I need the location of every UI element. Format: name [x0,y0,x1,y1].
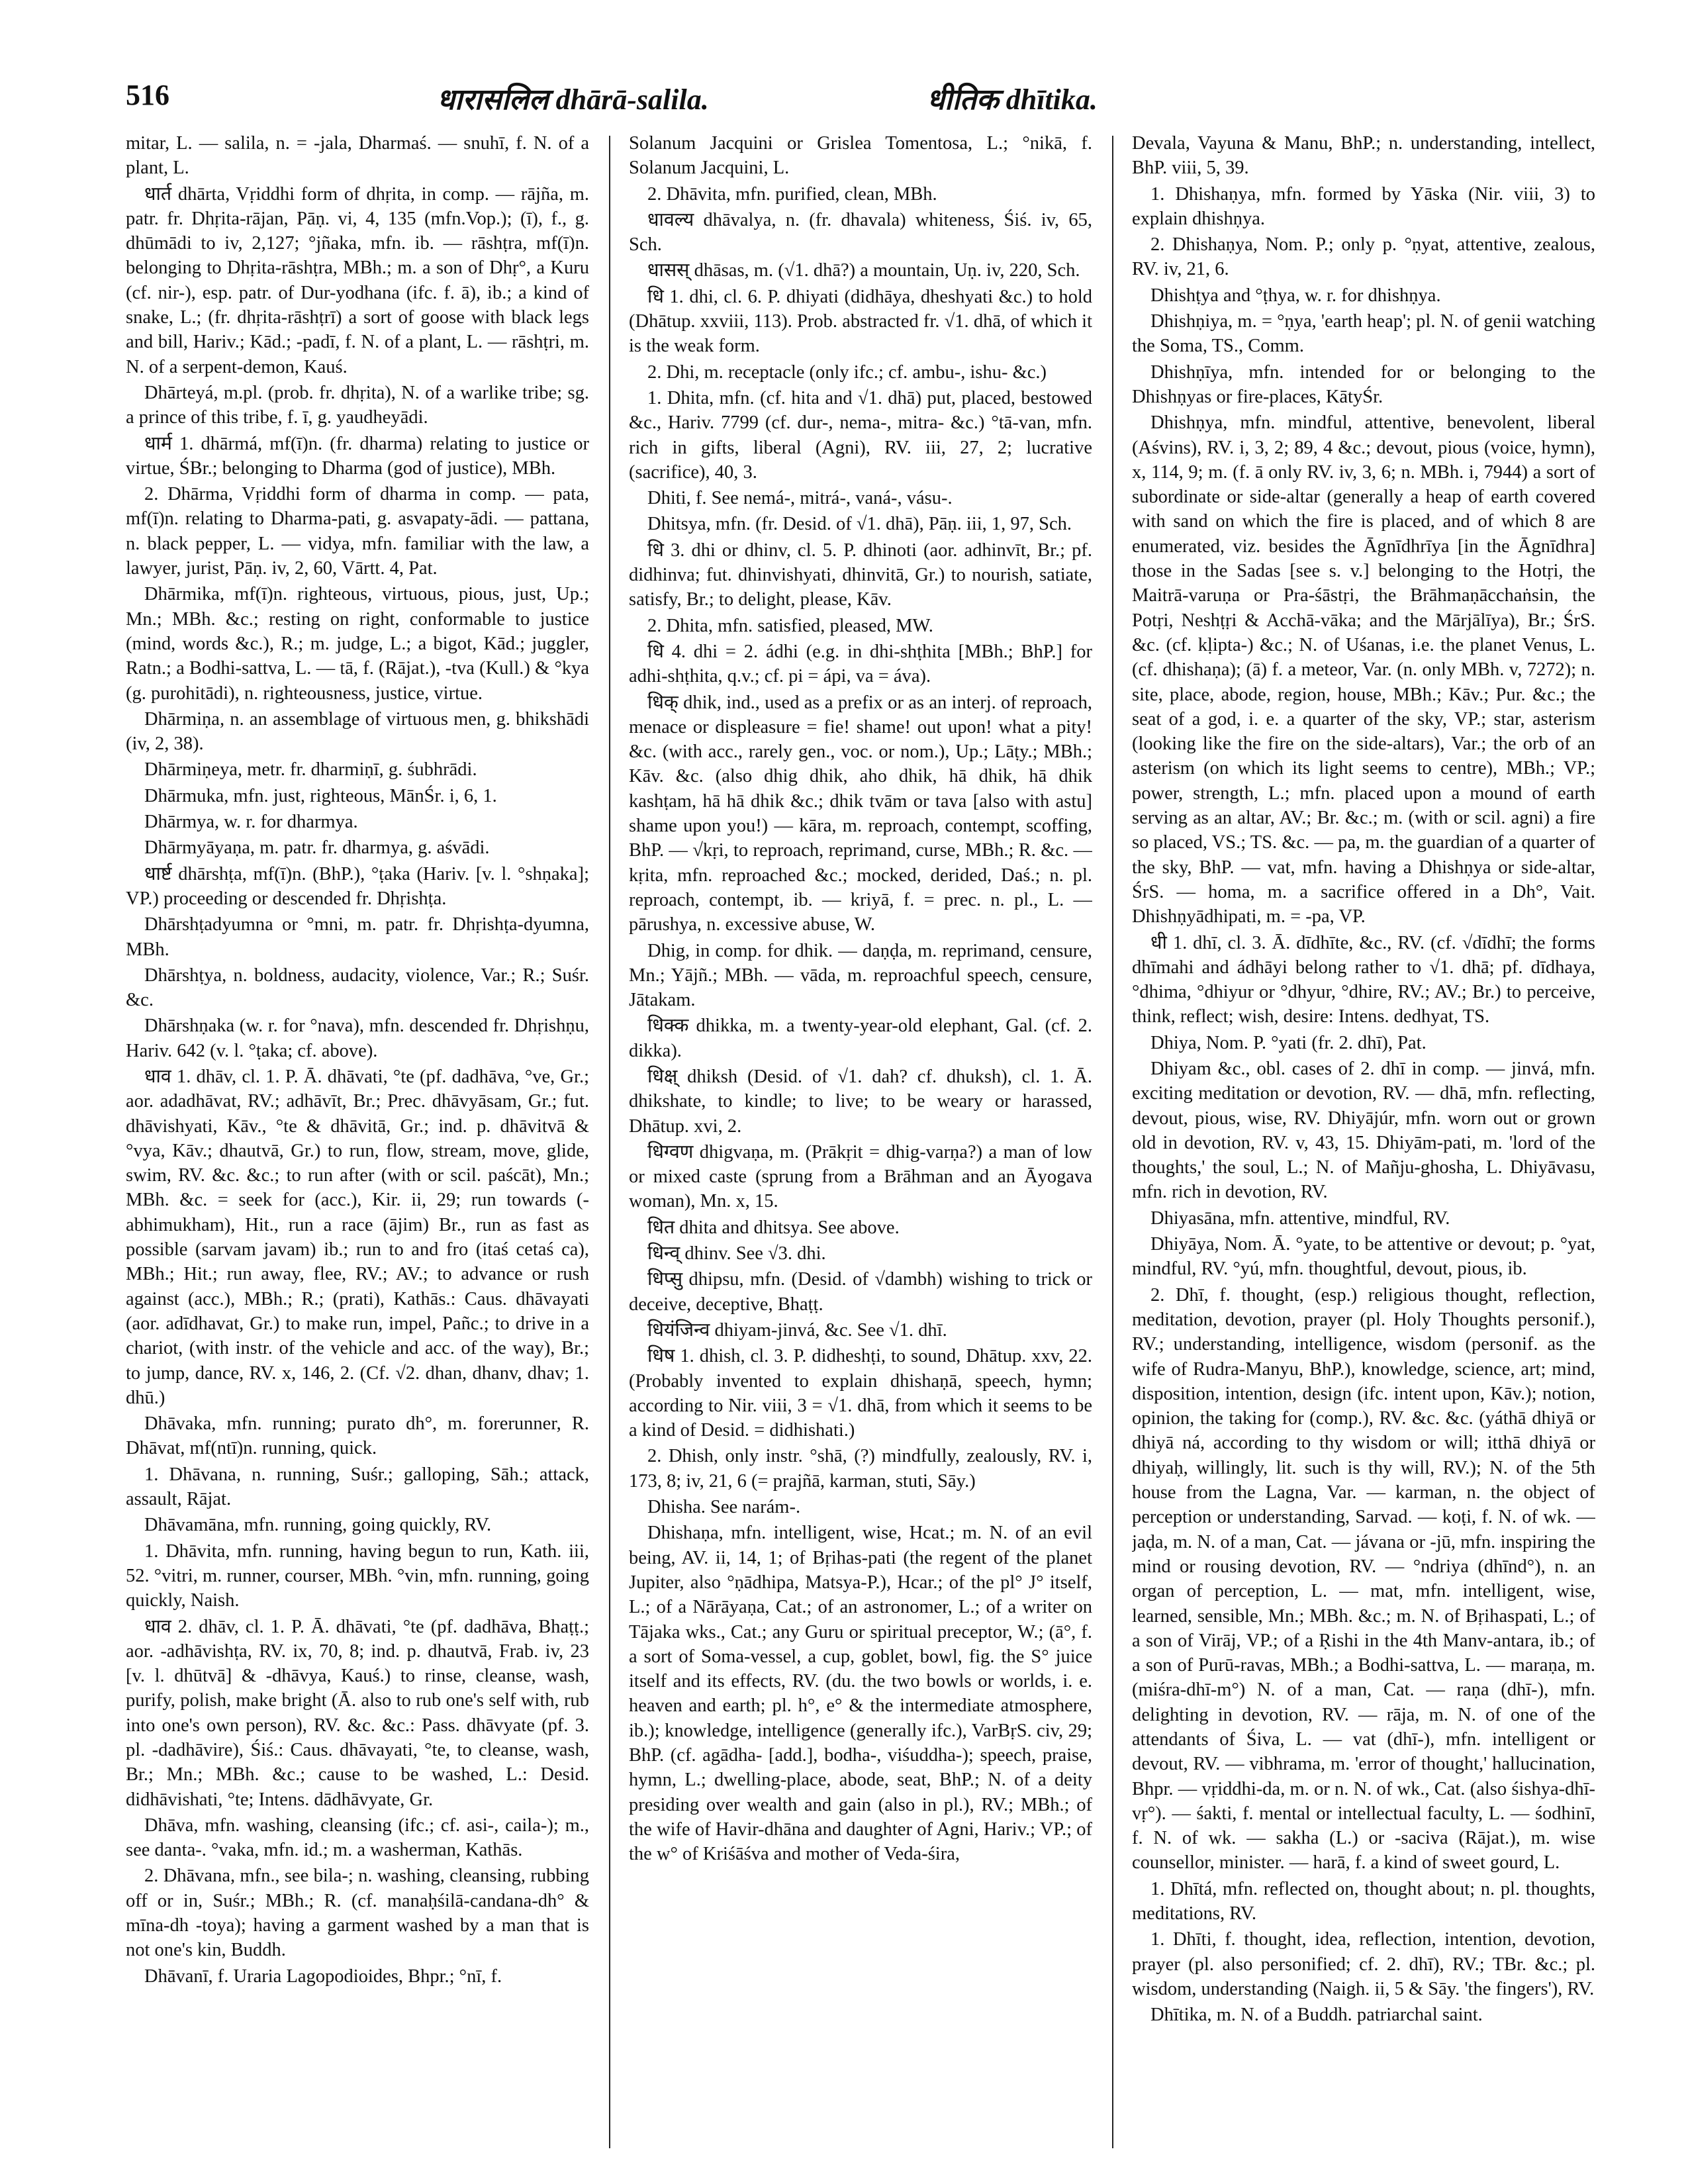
dictionary-entry: Dhig, in comp. for dhik. — daṇḍa, m. reprimand, censure, Mn.; Yājñ.; MBh. — vāda, m. reproachful speech, censure, Jātakam. [629,940,1092,1011]
dictionary-entry: Dhārteyá, m.pl. (prob. fr. dhṛita), N. of a warlike tribe; sg. a prince of this tribe, f. ī, g. yaudheyādi. [126,382,589,428]
dictionary-entry: Devala, Vayuna & Manu, BhP.; n. understanding, intellect, BhP. viii, 5, 39. [1132,133,1595,179]
dictionary-entry: धिग्वण dhigvaṇa, m. (Prākṛit = dhig-varṇa?) a man of low or mixed caste (sprung from a Brāhman and an Āyogava woman), Mn. x, 15. [629,1141,1092,1212]
dictionary-entry: धिक्क dhikka, m. a twenty-year-old elephant, Gal. (cf. 2. dikka). [629,1016,1092,1061]
dictionary-entry: धि 1. dhi, cl. 6. P. dhiyati (didhāya, dheshyati &c.) to hold (Dhātup. xxviii, 113). Prob. abstracted fr. √1. dhā, of which it is the weak form. [629,286,1092,357]
dictionary-entry: Dhishṇiya, m. = °ṇya, 'earth heap'; pl. N. of genii watching the Soma, TS., Comm. [1132,311,1595,357]
dictionary-entry: Dhārshṭya, n. boldness, audacity, violence, Var.; R.; Suśr. &c. [126,965,589,1011]
dictionary-entry: धिक् dhik, ind., used as a prefix or as an interj. of reproach, menace or displeasure = fie! shame! out upon! what a pity! &c. (with acc., rarely gen., voc. or nom.), Up.; Lāṭy.; MBh.; Kāv. &c. (also dhig dhik, aho dhik, hā dhik, hā dhik kashṭam, hā hā dhik &c.; dhik tvām or tava [also with astu] shame upon you!) — kāra, m. reproach, contempt, scoffing, BhP. — √kṛi, to reproach, reprimand, curse, MBh.; R. &c. — kṛita, mfn. reproached &c.; mocked, derided, Daś.; n. pl. reproach, contempt, ib. — kriyā, f. = prec. n. pl., L. — pārushya, n. excessive abuse, W. [629,692,1092,935]
dictionary-entry: Dhārmyāyaṇa, m. patr. fr. dharmya, g. aśvādi. [144,837,490,859]
dictionary-entry: 2. Dhāvana, mfn., see bila-; n. washing, cleansing, rubbing off or in, Suśr.; MBh.; R. (cf. manaḥśilā-candana-dh° & mīna-dh -toya); having a garment washed by a man that is not one's kin, Buddh. [126,1866,589,1961]
dictionary-entry: 2. Dhi, m. receptacle (only ifc.; cf. ambu-, ishu- &c.) [647,361,1047,383]
dictionary-entry: 1. Dhita, mfn. (cf. hita and √1. dhā) put, placed, bestowed &c., Hariv. 7799 (cf. dur-, nema-, mitra- &c.) °tā-van, mfn. rich in gifts, liberal (Agni), RV. iii, 27, 2; lucrative (sacrifice), 40, 3. [629,387,1092,483]
dictionary-entry: Dhiyasāna, mfn. attentive, mindful, RV. [1150,1208,1450,1229]
dictionary-entry: Dhāva, mfn. washing, cleansing (ifc.; cf. asi-, caila-); m., see danta-. °vaka, mfn. id.; m. a washerman, Kathās. [126,1815,589,1861]
dictionary-entry: Dhārmiṇa, n. an assemblage of virtuous men, g. bhikshādi (iv, 2, 38). [126,708,589,755]
dictionary-entry: 2. Dhish, only instr. °shā, (?) mindfully, zealously, RV. i, 173, 8; iv, 21, 6 (= prajñā, karman, stuti, Sāy.) [629,1446,1092,1492]
dictionary-entry: Dhiti, f. See nemá-, mitrá-, vaná-, vásu-. [647,488,953,509]
dictionary-entry: 2. Dhishaṇya, Nom. P.; only p. °ṇyat, attentive, zealous, RV. iv, 21, 6. [1132,234,1595,280]
dictionary-entry: धाव 2. dhāv, cl. 1. P. Ā. dhāvati, °te (pf. dadhāva, Bhaṭṭ.; aor. -adhāvishṭa, RV. ix, 70, 8; ind. p. dhautvā, Frab. iv, 23 [v. l. dhūtvā] & -dhāvya, Kauś.) to rinse, cleanse, wash, purify, polish, make bright (Ā. also to rub one's self with, rub into one's own person), RV. &c. &c.: Pass. dhāvyate (pf. 3. pl. -dadhāvire), Śiś.: Caus. dhāvayati, °te, to cleanse, wash, Br.; Mn.; MBh. &c.; cause to be washed, L.: Desid. didhāvishati, °te; Intens. dādhāvyate, Gr. [126,1616,589,1810]
dictionary-entry: Dhisha. See narám-. [647,1497,801,1518]
running-head-right: धीतिक dhītika. [927,83,1098,116]
running-head-left: धारासलिल dhārā-salila. [437,83,709,116]
dictionary-entry: Dhārshṇaka (w. r. for °nava), mfn. descended fr. Dhṛishṇu, Hariv. 642 (v. l. °ṭaka; cf. above). [126,1016,589,1061]
dictionary-entry: धाव 1. dhāv, cl. 1. P. Ā. dhāvati, °te (pf. dadhāva, °ve, Gr.; aor. adadhāvat, RV.; adhāvīt, Br.; Prec. dhāvyāsam, Gr.; fut. dhāvishyati, Kāv., °te & dhāvitā, Gr.; ind. p. dhāvitvā & °vya, Kāv.; dhautvā, Gr.) to run, flow, stream, move, glide, swim, RV. &c. &c.; to run after (with or scil. paścāt), Mn.; MBh. &c. = seek for (acc.), Kir. ii, 29; run towards (-abhimukham), Hit., run a race (ājim) Br., run as fast as possible (sarvam javam) ib.; run to and fro (itaś cetaś ca), MBh.; Hit.; run away, flee, RV.; AV.; to advance or rush against (acc.), MBh.; R.; (prati), Kathās.: Caus. dhāvayati (aor. adīdhavat, Gr.) to make run, impel, Pañc.; to drive in a chariot, (with instr. of the vehicle and acc. of the way), Br.; to jump, dance, RV. x, 146, 2. (Cf. √2. dhan, dhanv, dhav; 1. dhū.) [126,1066,589,1408]
dictionary-entry: धावल्य dhāvalya, n. (fr. dhavala) whiteness, Śiś. iv, 65, Sch. [629,209,1092,256]
dictionary-entry: Dhiyam &c., obl. cases of 2. dhī in comp. — jinvá, mfn. exciting meditation or devotion, RV. — dhā, mfn. reflecting, devout, pious, wise, RV. Dhiyājúr, mfn. worn out or grown old in devotion, RV. v, 43, 15. Dhiyām-pati, m. 'lord of the thoughts,' the soul, L.; N. of Mañju-ghosha, L. Dhiyāvasu, mfn. rich in devotion, RV. [1132,1058,1595,1203]
dictionary-entry: Dhiyāya, Nom. Ā. °yate, to be attentive or devout; p. °yat, mindful, RV. °yú, mfn. thoughtful, devout, pious, ib. [1132,1234,1595,1280]
dictionary-entry: 2. Dhāvita, mfn. purified, clean, MBh. [647,183,937,205]
dictionary-entry: धासस् dhāsas, m. (√1. dhā?) a mountain, Uṇ. iv, 220, Sch. [647,260,1080,281]
dictionary-entry: Dhārmya, w. r. for dharmya. [144,812,358,833]
dictionary-entry: 1. Dhāvita, mfn. running, having begun to run, Kath. iii, 52. °vitri, m. runner, courser, MBh. °vin, mfn. running, going quickly, Naish. [126,1541,589,1611]
dictionary-entry: Dhāvaka, mfn. running; purato dh°, m. forerunner, R. Dhāvat, mf(ntī)n. running, quick. [126,1413,589,1459]
dictionary-entry: धिक्ष् dhiksh (Desid. of √1. dah? cf. dhuksh), cl. 1. Ā. dhikshate, to kindle; to live; to be weary or harassed, Dhātup. xvi, 2. [629,1066,1092,1137]
dictionary-entry: Dhiya, Nom. P. °yati (fr. 2. dhī), Pat. [1150,1032,1427,1053]
dictionary-entry: Dhārmuka, mfn. just, righteous, MānŚr. i, 6, 1. [144,785,497,806]
columns [126,131,1595,2157]
dictionary-entry: धार्म 1. dhārmá, mf(ī)n. (fr. dharma) relating to justice or virtue, ŚBr.; belonging to Dharma (god of justice), MBh. [126,433,589,479]
dictionary-entry: धार्त dhārta, Vṛiddhi form of dhṛita, in comp. — rājña, m. patr. fr. Dhṛita-rājan, Pāṇ. vi, 4, 135 (mfn.Vop.); (ī), f., g. dhūmādi to iv, 2,127; °jñaka, mfn. ib. — rāshṭra, mf(ī)n. belonging to Dhṛita-rāshṭra, MBh.; m. a son of Dhṛ°, a Kuru (cf. nir-), esp. patr. of Dur-yodhana (ifc. f. ā), ib.; a kind of snake, L.; (fr. dhṛita-rāshṭrī) a sort of goose with black legs and bill, Hariv.; Kād.; -padī, f. N. of a plant, L. — rāshṭri, m. N. of a serpent-demon, Kauś. [126,183,589,377]
dictionary-entry: Dhishṇīya, mfn. intended for or belonging to the Dhishṇyas or fire-places, KātyŚr. [1132,361,1595,407]
dictionary-entry: Dhāvanī, f. Uraria Lagopodioides, Bhpr.; °nī, f. [144,1966,502,1987]
dictionary-entry: Dhārmiṇeya, metr. fr. dharmiṇī, g. śubhrādi. [144,759,477,781]
page-header [126,78,1595,124]
dictionary-entry: धिष 1. dhish, cl. 3. P. didheshṭi, to sound, Dhātup. xxv, 22. (Probably invented to explain dhishaṇā, speech, hymn; according to Nir. viii, 3 = √1. dhā, from which it seems to be a kind of Desid. = didhishati.) [629,1346,1092,1441]
dictionary-entry: Dhārmika, mf(ī)n. righteous, virtuous, pious, just, Up.; Mn.; MBh. &c.; resting on right, conformable to justice (mind, words &c.), R.; m. judge, L.; a bigot, Kād.; juggler, Ratn.; a Bodhi-sattva, L. — tā, f. (Rājat.), -tva (Kull.) & °kya (g. purohitādi), n. righteousness, justice, virtue. [126,584,589,704]
dictionary-entry: Dhītika, m. N. of a Buddh. patriarchal saint. [1150,2005,1483,2026]
dictionary-entry: 1. Dhāvana, n. running, Suśr.; galloping, Sāh.; attack, assault, Rājat. [126,1464,589,1510]
dictionary-entry: 1. Dhīti, f. thought, idea, reflection, intention, devotion, prayer (pl. also personified; cf. 2. dhī), RV.; TBr. &c.; pl. wisdom, understanding (Naigh. ii, 5 & Sāy. 'the fingers'), RV. [1132,1929,1595,1999]
column-2 [629,131,1092,2157]
dictionary-entry: धिन्व् dhinv. See √3. dhi. [647,1243,826,1264]
column-1 [126,131,589,2157]
dictionary-entry: Dhishaṇa, mfn. intelligent, wise, Hcat.; m. N. of an evil being, AV. ii, 14, 1; of Bṛihas-pati (the regent of the planet Jupiter, also °ṇādhipa, Matsya-P.), Hcar.; of the pl° J° itself, L.; of a Nārāyaṇa, Cat.; of an astronomer, L.; of a writer on Tājaka wks., Cat.; any Guru or spiritual preceptor, W.; (ā°, f. a sort of Soma-vessel, a cup, goblet, bowl, fig. the S° juice itself and its effects, RV. (du. the two bowls or worlds, i. e. heaven and earth; pl. h°, e° & the intermediate atmosphere, ib.); knowledge, intelligence (generally ifc.), VarBṛS. civ, 29; BhP. (cf. agādha- [add.], bodha-, viśuddha-); speech, praise, hymn, L.; dwelling-place, abode, seat, BhP.; N. of a deity presiding over wealth and gain (also in pl.), RV.; MBh.; of the wife of Havir-dhāna and daughter of Agni, Hariv.; VP.; of the w° of Kriśāśva and mother of Veda-śira, [629,1523,1092,1865]
dictionary-entry: Dhāvamāna, mfn. running, going quickly, RV. [144,1515,492,1536]
dictionary-entry: 2. Dhita, mfn. satisfied, pleased, MW. [647,615,933,636]
dictionary-entry: धिप्सु dhipsu, mfn. (Desid. of √dambh) wishing to trick or deceive, deceptive, Bhaṭṭ. [629,1269,1092,1315]
dictionary-entry: धि 3. dhi or dhinv, cl. 5. P. dhinoti (aor. adhinvīt, Br.; pf. didhinva; fut. dhinvishyati, dhinvitā, Gr.) to nourish, satiate, satisfy, Br.; to delight, please, Kāv. [629,540,1092,610]
dictionary-entry: Solanum Jacquini or Grislea Tomentosa, L.; °nikā, f. Solanum Jacquini, L. [629,133,1092,179]
dictionary-entry: धियंजिन्व dhiyam-jinvá, &c. See √1. dhī. [647,1319,947,1341]
dictionary-entry: Dhishṭya and °ṭhya, w. r. for dhishṇya. [1150,285,1441,306]
dictionary-entry: Dhārshṭadyumna or °mni, m. patr. fr. Dhṛishṭa-dyumna, MBh. [126,914,589,960]
dictionary-entry: Dhitsya, mfn. (fr. Desid. of √1. dhā), Pāṇ. iii, 1, 97, Sch. [647,514,1072,535]
dictionary-entry: धार्ष्ट dhārshṭa, mf(ī)n. (BhP.), °ṭaka (Hariv. [v. l. °shṇaka]; VP.) proceeding or descended fr. Dhṛishṭa. [126,863,589,909]
dictionary-entry: 2. Dhī, f. thought, (esp.) religious thought, reflection, meditation, devotion, prayer (pl. Holy Thoughts personif.), RV.; understanding, intelligence, wisdom (personif. as the wife of Rudra-Manyu, BhP.), knowledge, science, art; mind, disposition, intention, design (ifc. intent upon, Kāv.); notion, opinion, the taking for (comp.), RV. &c. &c. (yáthā dhiyā or dhiyā ná, according to thy wisdom or will; itthā dhiyā or dhiyaḥ, willingly, lit. such is thy will, RV.); N. of the 5th house from the Lagna, Var. — karman, n. the object of perception or understanding, Sarvad. — koṭi, f. N. of wk. — jaḍa, m. N. of a man, Cat. — jávana or -jū, mfn. inspiring the mind or rousing devotion, RV. — °ndriya (dhīnd°), n. an organ of perception, L. — mat, mfn. intelligent, wise, learned, sensible, Mn.; MBh. &c.; m. N. of Bṛihaspati, L.; of a son of Virāj, VP.; of a Ṛishi in the 4th Manv-antara, ib.; of a son of Purū-ravas, MBh.; a Bodhi-sattva, L. — maraṇa, m. (miśra-dhī-m°) N. of a man, Cat. — raṇa (dhī-), mfn. delighting in devotion, RV. — rāja, m. N. of one of the attendants of Śiva, L. — vat (dhī-), mfn. intelligent or devout, RV. — vibhrama, m. 'error of thought,' hallucination, Bhpr. — vṛiddhi-da, m. or n. N. of wk., Cat. (also śishya-dhī-vṛ°). — śakti, f. mental or intellectual faculty, L. — śodhinī, f. N. of wk. — sakha (L.) or -saciva (Rājat.), m. wise counsellor, minister. — harā, f. a kind of sweet gourd, L. [1132,1284,1595,1874]
dictionary-entry: धि 4. dhi = 2. ádhi (e.g. in dhi-shṭhita [MBh.; BhP.] for adhi-shṭhita, q.v.; cf. pi = ápi, va = áva). [629,641,1092,687]
dictionary-entry: 2. Dhārma, Vṛiddhi form of dharma in comp. — pata, mf(ī)n. relating to Dharma-pati, g. asvapaty-ādi. — pattana, n. black pepper, L. — vidya, mfn. familiar with the law, a lawyer, jurist, Pāṇ. iv, 2, 60, Vārtt. 4, Pat. [126,484,589,579]
dictionary-entry: Dhishṇya, mfn. mindful, attentive, benevolent, liberal (Aśvins), RV. i, 3, 2; 89, 4 &c.; devout, pious (voice, hymn), x, 114, 9; m. (f. ā only RV. iv, 3, 6; n. MBh. i, 7944) a sort of subordinate or side-altar (generally a heap of earth covered with sand on which the fire is placed, and of which 8 are enumerated, viz. besides the Āgnīdhrīya [in the Āgnīdhra] those in the Sadas [see s. v.] belonging to the Hotṛi, the Maitrā-varuṇa or Pra-śāstṛi, the Brāhmaṇācchaṅsin, the Potṛi, Neshṭṛi & Acchā-vāka; and the Mārjālīya), Br.; ŚrS. &c. (cf. kḷipta-) &c.; N. of Uśanas, i.e. the planet Venus, L. (cf. dhishaṇa); (ā) f. a meteor, Var. (n. only MBh. v, 7272); n. site, place, abode, region, house, MBh.; Kāv.; Pur. &c.; the seat of a god, i. e. a quarter of the sky, VP.; star, asterism (looking like the fire on the side-altars), Var.; the orb of an asterism (on which its light seems to centre), MBh.; VP.; power, strength, L.; mfn. placed upon a mound of earth serving as an altar, AV.; Br. &c.; m. (with or scil. agni) a fire so placed, VS.; TS. &c. — pa, m. the guardian of a quarter of the sky, BhP. — vat, mfn. having a Dhishṇya or side-altar, ŚrS. — homa, m. a sacrifice offered in a Dh°, Vait. Dhishṇyādhipati, m. = -pa, VP. [1132,412,1595,927]
dictionary-entry: धी 1. dhī, cl. 3. Ā. dīdhīte, &c., RV. (cf. √dīdhī; the forms dhīmahi and ádhāyi belong rather to √1. dhā; pf. dīdhaya, °dhima, °dhiyur or °dhyur, °dhire, RV.; AV.; Br.) to perceive, think, reflect; wish, desire: Intens. dedhyat, TS. [1132,932,1595,1027]
dictionary-entry: mitar, L. — salila, n. = -jala, Dharmaś. — snuhī, f. N. of a plant, L. [126,133,589,179]
dictionary-entry: 1. Dhishaṇya, mfn. formed by Yāska (Nir. viii, 3) to explain dhishṇya. [1132,183,1595,229]
dictionary-entry: 1. Dhītá, mfn. reflected on, thought about; n. pl. thoughts, meditations, RV. [1132,1878,1595,1924]
dictionary-entry: धित dhita and dhitsya. See above. [647,1217,900,1238]
page-number: 516 [126,79,169,111]
column-3 [1132,131,1595,2157]
